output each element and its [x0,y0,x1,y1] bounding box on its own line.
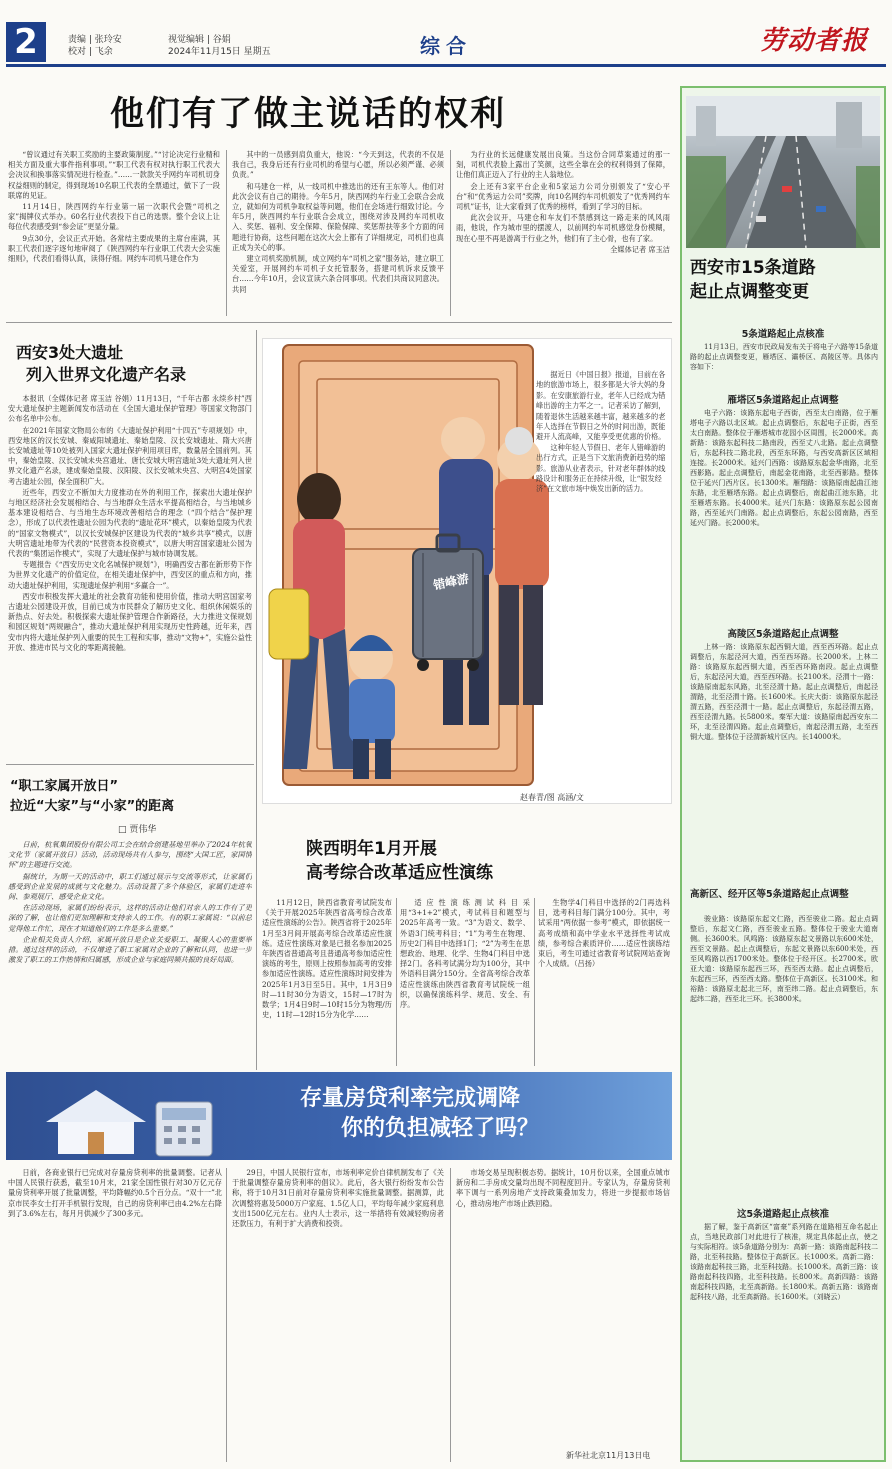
paragraph: 11月13日，西安市民政局发布关于将电子六路等15条道路的起止点调整变更，雁塔区、灞桥区、高陵区等。具体内容如下： [690,343,878,371]
paragraph: 9点30分，会议正式开始。各常结主要成果的主席台座满，其职工代表们逐字逐句地审阅了《陕西网约车行业职工代表大会实施细则》，代表们看得认真，读得仔细。网约车司机马建仓作为 [8,233,220,264]
sidebar-subheading: 5条道路起止点核准 [741,329,825,340]
exam-article-col1 [262,898,392,1068]
column-divider [450,150,451,316]
paragraph: 11月12日，陕西省教育考试院发布《关于开展2025年陕西省高考综合改革适应性演练的公告》。陕西省将于2025年1月至3月间开展高考综合改革适应性演练。适应性演练对象是已报名参加2025年陕西省普通高考且普通高考参加适应性演练的考生，原则上按照参加高考的安排参加适应性演练。适应性演练时间安排为2025年1月3日至5日。其中，1月3日9时—11时30分为语文，15时—17时为数学；1月4日9时—10时15分为物理/历史，11时—12时15分为化学…… [262,898,392,1020]
family-article-body [8,840,252,1066]
paragraph: 在活动现场，家属们纷纷表示，这样的活动让他们对亲人的工作有了更深的了解，也让他们更加理解和支持亲人的工作。有的职工家属说：“以前总觉得他工作忙，现在才知道他们的工作是多么重要。” [8,903,252,933]
editor-info [68,34,122,58]
paragraph: 骏业路：该路原东起文仁路，西至骏业二路。起止点调整后，东起文仁路，西至骏业五路。整体位于骏业大道南侧。长3600米。风鸣路：该路原东起文景路以东600米处，西至文景路。起止点调整后，东起文景路以东600米处，西至风鸣路以西1700米处。整体位于经开区。长2700米。欧亚大道：该路原东起西三环，西至西太路。起止点调整后，东起西三环，西至西太路。整体位于高新区。长3100米。和裕路：该路原北起北三环，南至纬二路。起止点调整后，东起纬二路，西至北三环。长3800米。 [690,915,878,1003]
column-divider [396,898,397,1066]
exam-title-line2: 高考综合改革适应性演练 [306,863,493,883]
section-divider [6,322,672,323]
paragraph: 在2021年国家文物局公布的《大遗址保护利用“十四五”专项规划》中，西安地区的汉长安城、秦咸阳城遗址、秦始皇陵、汉长安城遗址、隋大兴唐长安城遗址等10处被列入国家大遗址保护利用项目库，数量居全国前列。其中，秦始皇陵、汉长安城未央宫遗址、唐长安城大明宫遗址3处大遗址列入世界文化遗产名录，建成秦始皇陵、汉阳陵、汉长安城未央宫、大明宫4处国家考古遗址公园，保全面积广大。 [8,425,252,486]
paragraph: 和马建仓一样，从一线司机中推选出的还有王东等人。他们对此次会议有自己的期待。今年5月，陕西网约车行业工会联合会成立，就如何为司机争取权益等问题，他们在会场进行细致讨论。今年5月，陕西网约车行业联合会成立，围绕对涉及网约车司机收入、奖惩、福利、安全保障、保险保障、奖惩帮扶等多个方面的问题进行协商，这些问题在这次大会上都有了详细规定，司机们也真正成为关心的事。 [232,181,444,252]
main-article-col2 [232,150,444,312]
paragraph: 29日，中国人民银行宣布，市场利率定价自律机制发布了《关于批量调整存量房贷利率的倡议》。此后，各大银行纷纷发布公告称，将于10月31日前对存量房贷利率实施批量调整。据测算，此次调整将惠及5000万户家庭、1.5亿人口，平均每年减少家庭利息支出1500亿元左右。业内人士表示，这一举措将有效减轻购房者还款压力，有利于扩大消费和投资。 [232,1168,444,1229]
banner-title-line1: 存量房贷利率完成调降 [299,1086,520,1111]
editor-line: 责编 | 张玲安 [68,35,122,45]
road-photo [686,96,880,248]
section-divider [6,764,254,765]
paragraph: 为行业的长远健康发展出良策。当这份合同草案通过的那一刻，司机代表脸上露出了笑颜，这些全靠在会的权利得到了保障，让他们真正迈入了行业的主人翁地位。 [456,150,670,180]
sidebar-title-line1: 西安市15条道路 [690,258,816,278]
heritage-article-body [8,394,252,760]
caption-paragraph: 据近日《中国日报》报道，目前在各地的旅游市场上，很多都是大爷大妈的身影。在安康旅游行业，老年人已经成为错峰出游的主力军之一。记者采访了解到，随着退休生活越来越丰富，越来越多的老年人选择在节假日之外的时间出游，既能避开人流高峰，又能享受更优惠的价格。 [536,370,666,442]
paragraph: 上林一路：该路原东起西铜大道，西至西环路。起止点调整后，东起泾河大道，西至西环路。长2000米。上林二路：该路原东起西铜大道，西至西环路南段。起止点调整后，东起泾河大道，西至西环路。长2100米。泾渭十一路：该路原南起东风路，北至泾渭十路。起止点调整后，南起泾渭路，北至泾渭十路。长1600米。长庆大街：该路原东起泾渭五路，西至泾渭十一路。起止点调整后，东起泾渭五路，西至泾渭九路。长5800米。秦军大道：该路原南起西安东二环，北至泾渭四路。起止点调整后，南起泾渭五路，北至西铜大道。整体位于泾渭新城片区内。长14000米。 [690,643,878,741]
paragraph: 西安市积极发挥大遗址的社会教育功能和使用价值，推动大明宫国家考古遗址公园建设开放，目前已成为市民群众了解历史文化、组织休闲娱乐的新热点、好去处。积极探索大遗址保护管理合作新路径，大力推进文保规划和园区规划“两规融合”，推动大遗址保护利用实现历史性跨越，近年来，西安市内将大遗址保护列入重要的民生工程和实事，推动“文物+”，实施公益性开放、推进市民与文化的零距离接触。 [8,591,252,652]
paragraph: 专题报告《“西安历史文化名城保护规划”》，明确西安古都在新形势下作为世界文化遗产的价值定位，在相关遗址保护中，西安区的重点和方向，推动大遗址保护利用，实现遗址保护利用“多赢合一”。 [8,560,252,590]
caption-paragraph: 这种年轻人节假日、老年人错峰游的出行方式，正是当下文旅消费新趋势的缩影。旅游从业者表示，针对老年群体的线路设计和服务正在持续升级，让“银发经济”在文旅市场中焕发出新的活力。 [536,442,666,494]
housing-credit: 新华社北京11月13日电 [566,1451,651,1460]
sidebar-subheading: 高陵区5条道路起止点调整 [727,629,839,640]
column-divider [226,1168,227,1462]
family-title-line1: “职工家属开放日” [10,779,119,794]
heritage-title-line1: 西安3处大遗址 [16,343,124,362]
paragraph: 适应性演练测试科目采用“3+1+2”模式，考试科目和题型与2025年高考一致。“3”为语文、数学、外语3门统考科目；“1”为考生在物理、历史2门科目中选择1门；“2”为考生在思想政治、地理、化学、生物4门科目中选择2门。各科考试满分均为100分，其中外语科目满分150分。全省高考综合改革适应性演练由陕西省教育考试院统一组织，以确保演练科学、规范、安全、有序。 [400,898,530,1010]
author-credit: 全媒体记者 席玉洁 [610,244,670,254]
newspaper-logo: 劳动者报 [760,26,869,56]
proofreader-line: 校对 | 飞余 [68,47,113,57]
exam-article-col2 [400,898,530,1068]
banner-title-line2: 你的负担减轻了吗？ [340,1116,539,1141]
vision-editor-line: 视觉编辑 | 谷娟 [168,35,231,45]
heritage-title-line2: 列入世界文化遗产名录 [26,365,187,384]
housing-article-col3 [456,1168,670,1448]
paragraph: 据了解，鉴于高新区“富豪”系列路在道路相互命名起止点，当地民政部门对此进行了核准，规定具体起止点，使之与实际相符。该5条道路分别为：高新一路：该路南起科技二路，北至科技路。整体位于高新区。长1000米。高新二路：该路南起科技三路，北至科技路。长1000米。高新三路：该路南起科技四路，北至科技路。长800米。高新四路：该路南起科技四路，北至高新路。长1800米。高新五路：该路南起科技八路，北至高新路。长1600米。（刘晓云） [690,1223,878,1301]
paragraph: 据统计，为期一天的活动中，职工们通过展示与交流等形式，让家属们感受到企业发展的成就与文化魅力。活动设置了多个体验区，家属们走进车间、参观展厅、感受企业文化。 [8,871,252,902]
exam-title-line1: 陕西明年1月开展 [306,839,437,859]
main-article-col3 [456,150,670,312]
sidebar-subheading: 高新区、经开区等5条道路起止点调整 [690,889,849,900]
sidebar-yanta-list [690,408,878,620]
masthead [0,0,892,66]
author: □ 贾伟华 [118,825,157,835]
sidebar-title-line2: 起止点调整变更 [690,282,809,302]
column-divider [450,1168,451,1462]
paragraph: 建立司机奖励机制，成立网约车“司机之家”服务站，建立职工关爱室，开展网约车司机子女托管服务，搭建司机诉求反馈平台……今年10月，会议宣读六条合同事项。代表们共商议同意决。共同 [232,254,444,294]
paragraph: 其中的一员感到肩负重大，他说：“今天到这，代表的不仅是我自己，我身后还有行业司机的希望与心愿，所以必须严谨、必须负责。” [232,150,444,180]
illustration-caption [536,370,666,495]
illustration-credit: 赵春青/图 高涵/文 [520,793,584,802]
sidebar-intro [690,342,878,386]
suitcase-sign: 错峰游 [432,571,471,593]
paragraph: 企业相关负责人介绍，家属开放日是企业关爱职工、凝聚人心的重要举措。通过这样的活动，不仅增进了职工家属对企业的了解和认同，也进一步激发了职工的工作热情和归属感，形成企业与家庭同频共振的良好局面。 [8,934,252,965]
house-calculator-icon [6,1072,236,1160]
issue-date: 2024年11月15日 星期五 [168,47,271,57]
main-article-col1 [8,150,220,312]
exam-article-col3 [538,898,670,1068]
paragraph: 此次会议开，马建仓和车友们不禁感到这一路走来的风风雨雨，他说，作为城市里的摆渡人，以前网约车司机感觉身份模糊，现在心里不再是游离于行业之外，他们有了主心骨，也有了家。 [456,213,670,243]
vision-editor-info [168,34,271,58]
sidebar-subheading: 雁塔区5条道路起止点调整 [727,395,839,406]
column-divider [256,330,257,1070]
paragraph: 日前，各商业银行已完成对存量房贷利率的批量调整。记者从中国人民银行获悉，截至10月末，21家全国性银行对30万亿元存量房贷利率开展了批量调整，平均降幅约0.5个百分点。“双十一”北京市民李女士打开手机银行发现，自己的房贷利率已由4.2%左右降到了3.6%左右，每月月供减少了300多元。 [8,1168,222,1218]
paragraph: “曾议通过有关职工奖励的主要政策制度。”“讨论决定行业精和相关方面及重大事件指利事项。”“职工代表有权对执行职工代表大会决议和换事落实情况进行检查。”……一款款关乎网约车司机切身权益细则的制定，得到现场10名职工代表的全票通过，做下了一段联席的见证。 [8,150,220,200]
paragraph: 近些年，西安立不断加大力度推动在外的利用工作，探索出大遗址保护与地区经济社会发展相结合、与当地群众生活水平提高相结合，与当地城乡基本建设相结合、与当地生态环境改善相结合的理念（“四个结合”保护理念），形成了以代表性遗址公园为代表的“遗址花环”模式，以秦始皇陵为代表的“国家文物模式”，以汉长安城保护区建设为代表的“城乡共享”模式，以唐大明宫遗址地带为代表的“民营资本投资模式”，以唐大明宫国家遗址公园为代表的“集团运作模式”，实现了大遗址保护与城市协调发展。 [8,487,252,559]
header-rule [6,64,886,67]
paragraph: 会上还有3家平台企业和5家运力公司分别颁发了“安心平台”和“优秀运力公司”奖牌，向10名网约车司机颁发了“优秀网约车司机”证书，让大家看到了优秀的榜样，看到了学习的目标。 [456,181,670,212]
sidebar-gaoxin-list [690,914,878,1200]
sidebar-title [690,256,816,304]
page-number: 2 [6,22,46,62]
sidebar-hezhun-list [690,1222,878,1454]
housing-article-col1 [8,1168,222,1462]
family-title-line2: 拉近“大家”与“小家”的距离 [10,799,175,814]
paragraph: 电子六路：该路东起电子西街，西至太白南路，位于雁塔电子六路以北区域。起止点调整后，东起电子正街，西至太白南路。整体位于雁塔城市花园小区周围，长2000米。高新路：该路东起科技二路南段，西至丈八北路。起止点调整后，东起科技二路北段，西至东环路，与西安高新区区域相连接。长2000米。延兴门西路：该路原东起金华南路，北至西影路。起止点调整后，南起金花南路，北至西影路。整体位于延兴门西片区。长1300米。雁翔路：该路原南起曲江池东路，北至雁塔东路。起止点调整后，南起曲江池东路，北至雁塔东路。长4000米。延兴门东路：该路原东起公园南路，西至延兴门南路。起止点调整后，东起公园南路，西至延兴门路。长2000米。 [690,409,878,527]
housing-article-col2 [232,1168,444,1462]
road-photo-drawing [686,96,880,248]
sidebar-gaoling-list [690,642,878,882]
paragraph: 日前，杭氧集团股份有限公司工会在结合创建基地里举办了2024年杭氧文化节（家属开放日）活动，活动现场共有人参与，围绕“大国工匠，家国情怀”的主题进行交流。 [8,840,252,870]
paragraph: 市场交易呈现积极态势。据统计，10月份以来，全国重点城市新房和二手房成交量均出现不同程度回升。专家认为，存量房贷利率下调与一系列房地产支持政策叠加发力，将进一步提振市场信心，推动房地产市场止跌回稳。 [456,1168,670,1208]
column-divider [534,898,535,1066]
byline: 本报讯（全媒体记者 席玉洁 谷娟）11月13日，“千年古都 永续乡村”西安大遗址保护主题新闻发布活动在《全国大遗址保护管理》等国家文物部门公布名单中公布。 [8,394,252,424]
sidebar-subheading: 这5条道路起止点核准 [736,1209,830,1220]
section-name: 综合 [420,34,472,58]
column-divider [226,150,227,316]
paragraph: 生物学4门科目中选择的2门再选科目，选考科目每门满分100分。其中，考试采用“两依据一参考”模式，即依据统一高考成绩和高中学业水平选择性考试成绩，参考综合素质评价……适应性演练结束后，考生可通过省教育考试院网站查询个人成绩。（吕扬） [538,898,670,969]
paragraph: 11月14日，陕西网约车行业第一届一次职代会暨“司机之家”揭牌仪式举办。60名行业代表投下自己的选票。整个会议上让每位代表感受到“参会证”更显分量。 [8,202,220,232]
housing-banner-title [240,1084,580,1144]
main-article-title: 他们有了做主说话的权利 [110,94,506,134]
